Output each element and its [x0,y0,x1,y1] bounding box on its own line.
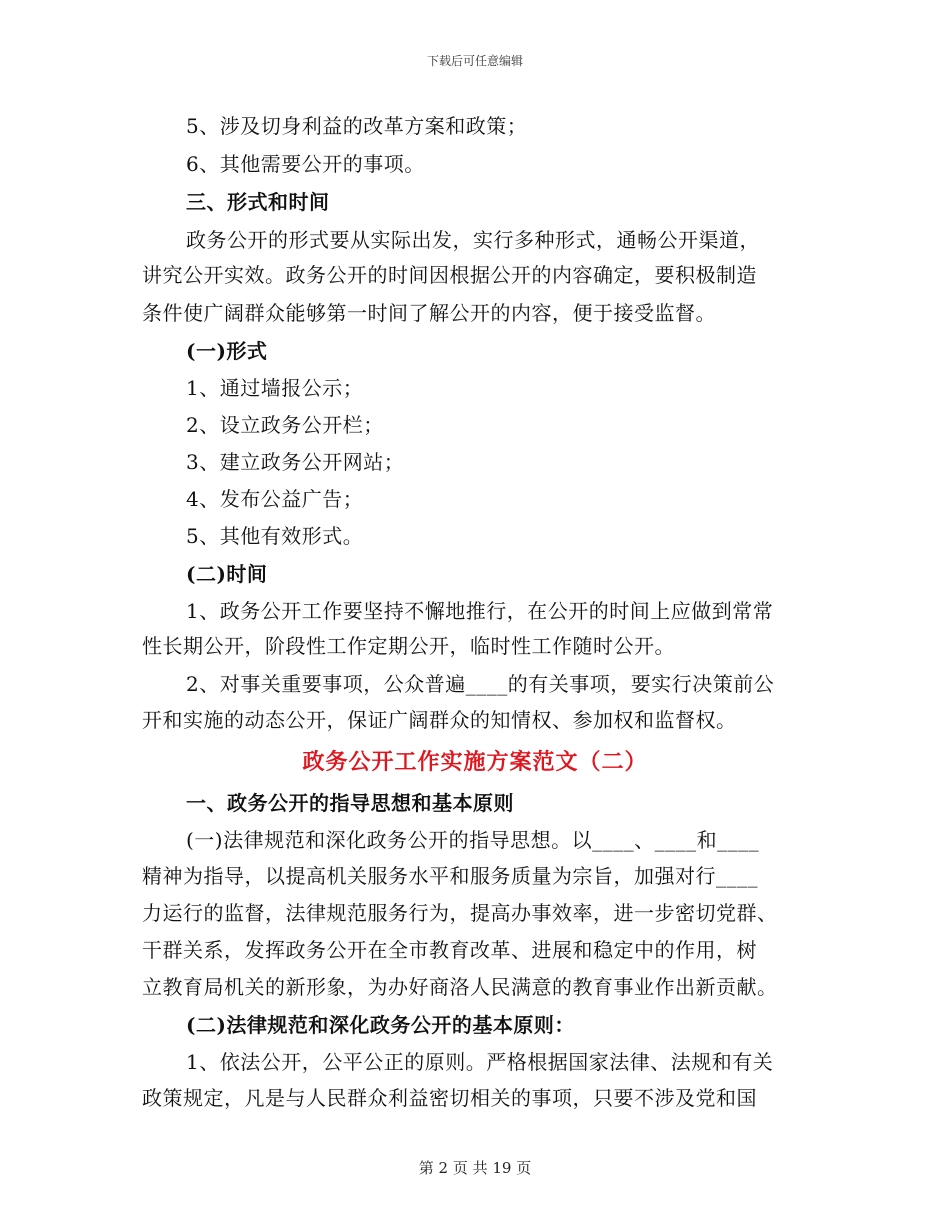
text-line: (二)时间 [186,562,268,586]
text-line: 3、建立政务公开网站； [186,450,405,474]
text-line: 6、其他需要公开的事项。 [186,152,425,176]
text-line: 2、设立政务公开栏； [186,413,384,437]
text-line: 2、对事关重要事项，公众普遍____的有关事项，要实行决策前公 [186,672,775,696]
text-line: (一)法律规范和深化政务公开的指导思想。以____、____和____ [186,828,760,852]
text-line: 力运行的监督，法律规范服务行为，提高办事效率，进一步密切党群、 [142,901,778,925]
text-line: 开和实施的动态公开，保证广阔群众的知情权、参加权和监督权。 [142,708,737,732]
text-line: 条件使广阔群众能够第一时间了解公开的内容，便于接受监督。 [142,301,716,325]
text-line: 三、形式和时间 [186,190,330,214]
text-line: 1、政务公开工作要坚持不懈地推行，在公开的时间上应做到常常 [186,599,774,623]
text-line: (二)法律规范和深化政务公开的基本原则： [186,1013,575,1037]
text-line: 1、通过墙报公示； [186,376,364,400]
page-header: 下载后可任意编辑 [426,54,523,68]
section-title: 政务公开工作实施方案范文（二） [302,749,648,775]
text-line: 政务公开的形式要从实际出发，实行多种形式，通畅公开渠道， [186,228,760,252]
page-footer: 第 2 页 共 19 页 [418,1159,532,1177]
text-line: 1、依法公开，公平公正的原则。严格根据国家法律、法规和有关 [186,1050,774,1074]
text-line: 一、政务公开的指导思想和基本原则 [186,791,514,815]
text-line: 精神为指导，以提高机关服务水平和服务质量为宗旨，加强对行____ [142,864,758,888]
text-line: 5、其他有效形式。 [186,524,364,548]
text-line: 5、涉及切身利益的改革方案和政策； [186,114,528,138]
text-line: 性长期公开，阶段性工作定期公开，临时性工作随时公开。 [142,634,675,658]
text-line: 干群关系，发挥政务公开在全市教育改革、进展和稳定中的作用，树 [142,938,757,962]
text-line: (一)形式 [186,339,268,363]
text-line: 政策规定，凡是与人民群众利益密切相关的事项，只要不涉及党和国 [142,1086,757,1110]
text-line: 讲究公开实效。政务公开的时间因根据公开的内容确定，要积极制造 [142,263,757,287]
text-line: 立教育局机关的新形象，为办好商洛人民满意的教育事业作出新贡献。 [142,975,778,999]
text-line: 4、发布公益广告； [186,487,364,511]
